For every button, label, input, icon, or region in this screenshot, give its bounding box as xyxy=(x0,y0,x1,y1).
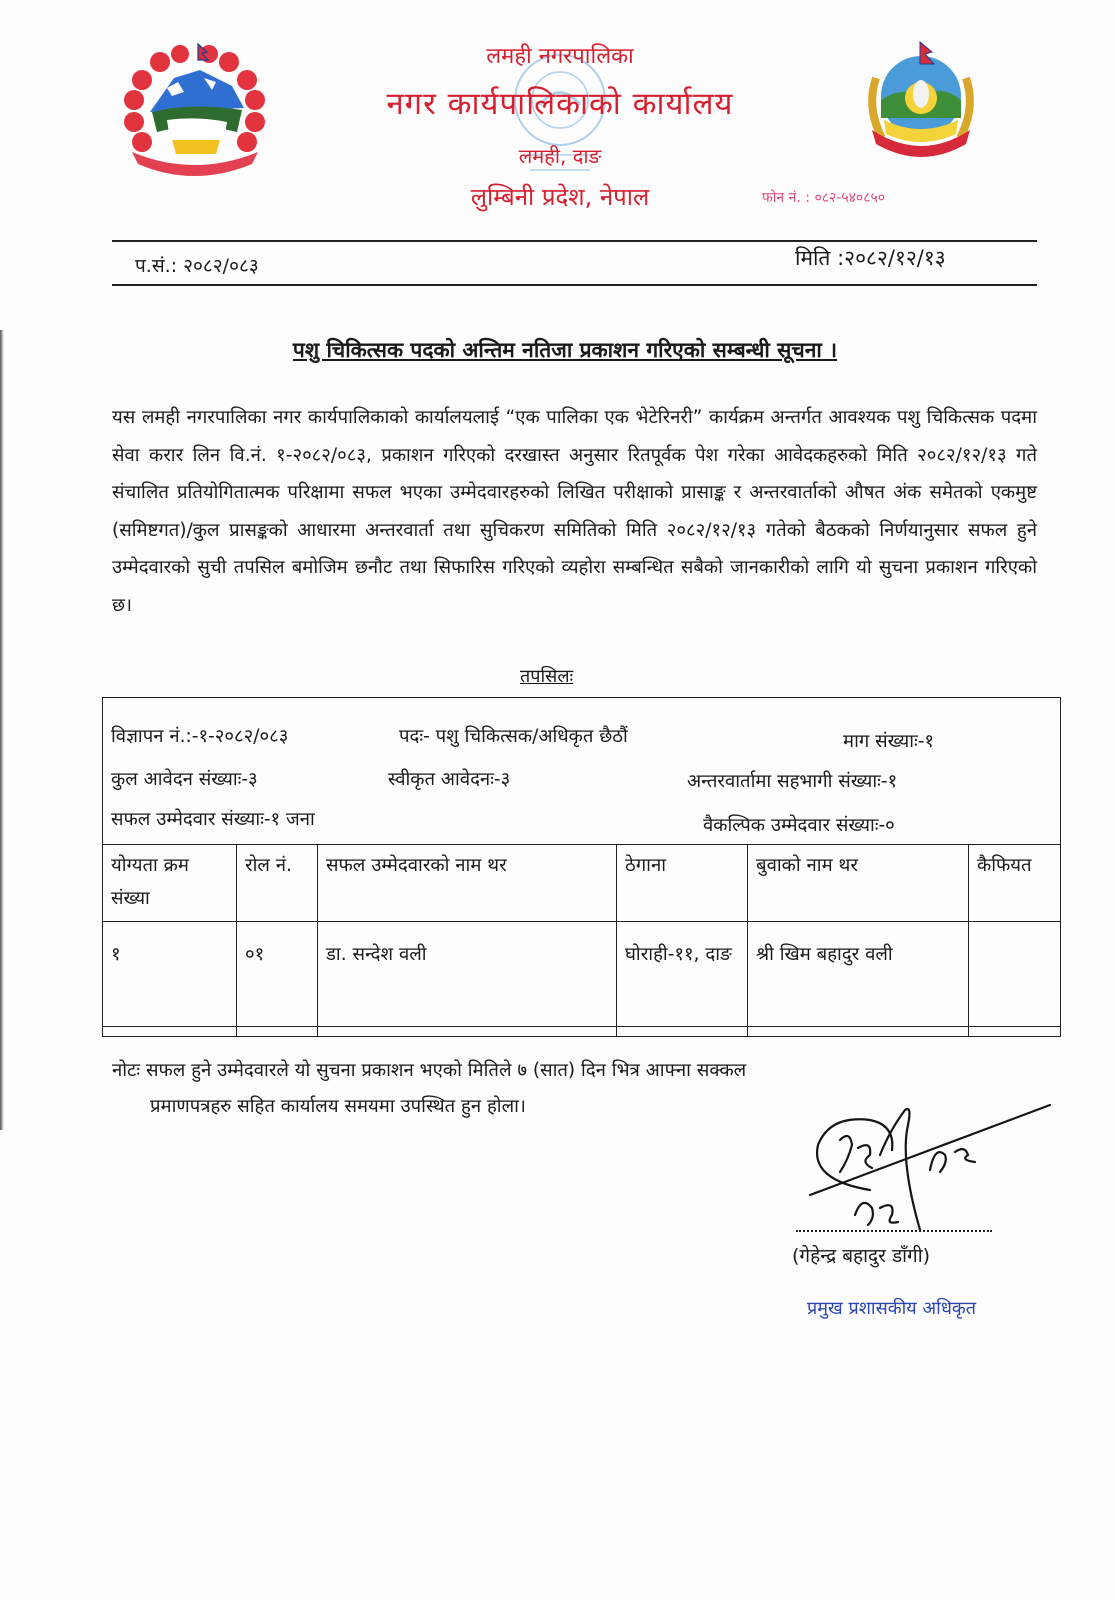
note-line-2: प्रमाणपत्रहरु सहित कार्यालय समयमा उपस्थित हुन होला। xyxy=(150,1096,526,1117)
cell-candidate-name: डा. सन्देश वली xyxy=(318,922,617,1037)
successful-candidate-count: सफल उम्मेदवार संख्याः-१ जना xyxy=(111,809,315,830)
header-roll-no: रोल नं. xyxy=(237,845,318,922)
cell-address: घोराही-११, दाङ xyxy=(617,922,748,1037)
cell-merit-rank: १ xyxy=(103,922,237,1037)
handwritten-signature xyxy=(800,1100,1060,1240)
scan-edge-shadow xyxy=(0,330,4,1130)
results-table xyxy=(102,844,1061,1037)
signer-name: (गेहेन्द्र बहादुर डाँगी) xyxy=(792,1245,931,1267)
header-rule-bottom xyxy=(112,284,1037,286)
cell-father-name: श्री खिम बहादुर वली xyxy=(748,922,969,1037)
header-father-name: बुवाको नाम थर xyxy=(748,845,969,922)
wheat-base xyxy=(172,140,220,154)
header-remarks: कैफियत xyxy=(969,845,1061,922)
interview-participants: अन्तरवार्तामा सहभागी संख्याः-१ xyxy=(687,771,898,792)
lamahi-municipality-emblem xyxy=(862,38,980,160)
municipality-name: लमही नगरपालिका xyxy=(486,44,634,69)
deity-figure xyxy=(913,80,929,108)
header-address: ठेगाना xyxy=(617,845,748,922)
signature-line xyxy=(796,1230,992,1232)
wheat-left xyxy=(872,78,882,138)
details-heading: तपसिलः xyxy=(520,666,574,687)
office-name: नगर कार्यपालिकाको कार्यालय xyxy=(386,86,734,122)
details-box xyxy=(102,697,1061,1027)
mountain-icon xyxy=(150,70,244,112)
total-applications: कुल आवेदन संख्याः-३ xyxy=(111,769,258,790)
header-merit-rank: योग्यता क्रम संख्या xyxy=(103,845,237,922)
motto-ribbon xyxy=(132,152,258,176)
office-location: लमही, दाङ xyxy=(518,144,602,168)
letter-reference-number: प.सं.: २०८२/०८३ xyxy=(135,255,259,277)
phone-number: फोन नं. : ०८२-५४०८५० xyxy=(762,190,886,206)
cell-roll-no: ०१ xyxy=(237,922,318,1037)
table-row xyxy=(103,922,1061,1037)
table-header-row xyxy=(103,845,1061,922)
wheat-right xyxy=(960,78,970,138)
signer-designation: प्रमुख प्रशासकीय अधिकृत xyxy=(807,1298,976,1319)
demand-count: माग संख्याः-१ xyxy=(843,731,935,752)
notice-body: यस लमही नगरपालिका नगर कार्यपालिकाको कार्यालयलाई “एक पालिका एक भेटेरिनरी” कार्यक्रम अन्तर्गत आवश्यक पशु चिकित्सक पदमा सेवा करार लिन वि.नं. १-२०८२/०८३, प्रकाशन गरिएको दरखास्त अनुसार रितपूर्वक पेश गरेका आवेदकहरुको मिति २०८२/१२/१३ गते संचालित प्रतियोगितात्मक परिक्षामा सफल भएका उम्मेदवारहरुको लिखित परीक्षाको प्रासाङ्क र अन्तरवार्ताको औषत अंक समेतको एकमुष्ट (समिष्टगत)/कुल प्रासङ्कको आधारमा अन्तरवार्ता तथा सुचिकरण समितिको मिति २०८२/१२/१३ गतेको बैठकको निर्णयानुसार सफल हुने उम्मेदवारको सुची तपसिल बमोजिम छनौट तथा सिफारिस गरिएको व्यहोरा सम्बन्धित सबैको जानकारीको लागि यो सुचना प्रकाशन गरिएको छ। xyxy=(112,407,1037,616)
advertisement-number: विज्ञापन नं.:-१-२०८२/०८३ xyxy=(111,726,289,747)
letter-date: मिति :२०८२/१२/१३ xyxy=(795,246,946,270)
nepal-government-emblem xyxy=(112,40,277,180)
header-candidate-name: सफल उम्मेदवारको नाम थर xyxy=(318,845,617,922)
note-line-1: नोटः सफल हुने उम्मेदवारले यो सुचना प्रकाशन भएको मितिले ७ (सात) दिन भित्र आफ्ना सक्कल xyxy=(112,1060,747,1081)
accepted-applications: स्वीकृत आवेदनः-३ xyxy=(388,769,511,790)
notice-title: पशु चिकित्सक पदको अन्तिम नतिजा प्रकाशन गरिएको सम्बन्धी सूचना । xyxy=(292,338,838,362)
header-rule-top xyxy=(112,240,1037,242)
post-name: पदः- पशु चिकित्सक/अधिकृत छैठौं xyxy=(399,726,628,747)
alternate-candidate-count: वैकल्पिक उम्मेदवार संख्याः-० xyxy=(703,815,895,836)
cell-remarks xyxy=(969,922,1061,1037)
province-country: लुम्बिनी प्रदेश, नेपाल xyxy=(470,183,650,211)
